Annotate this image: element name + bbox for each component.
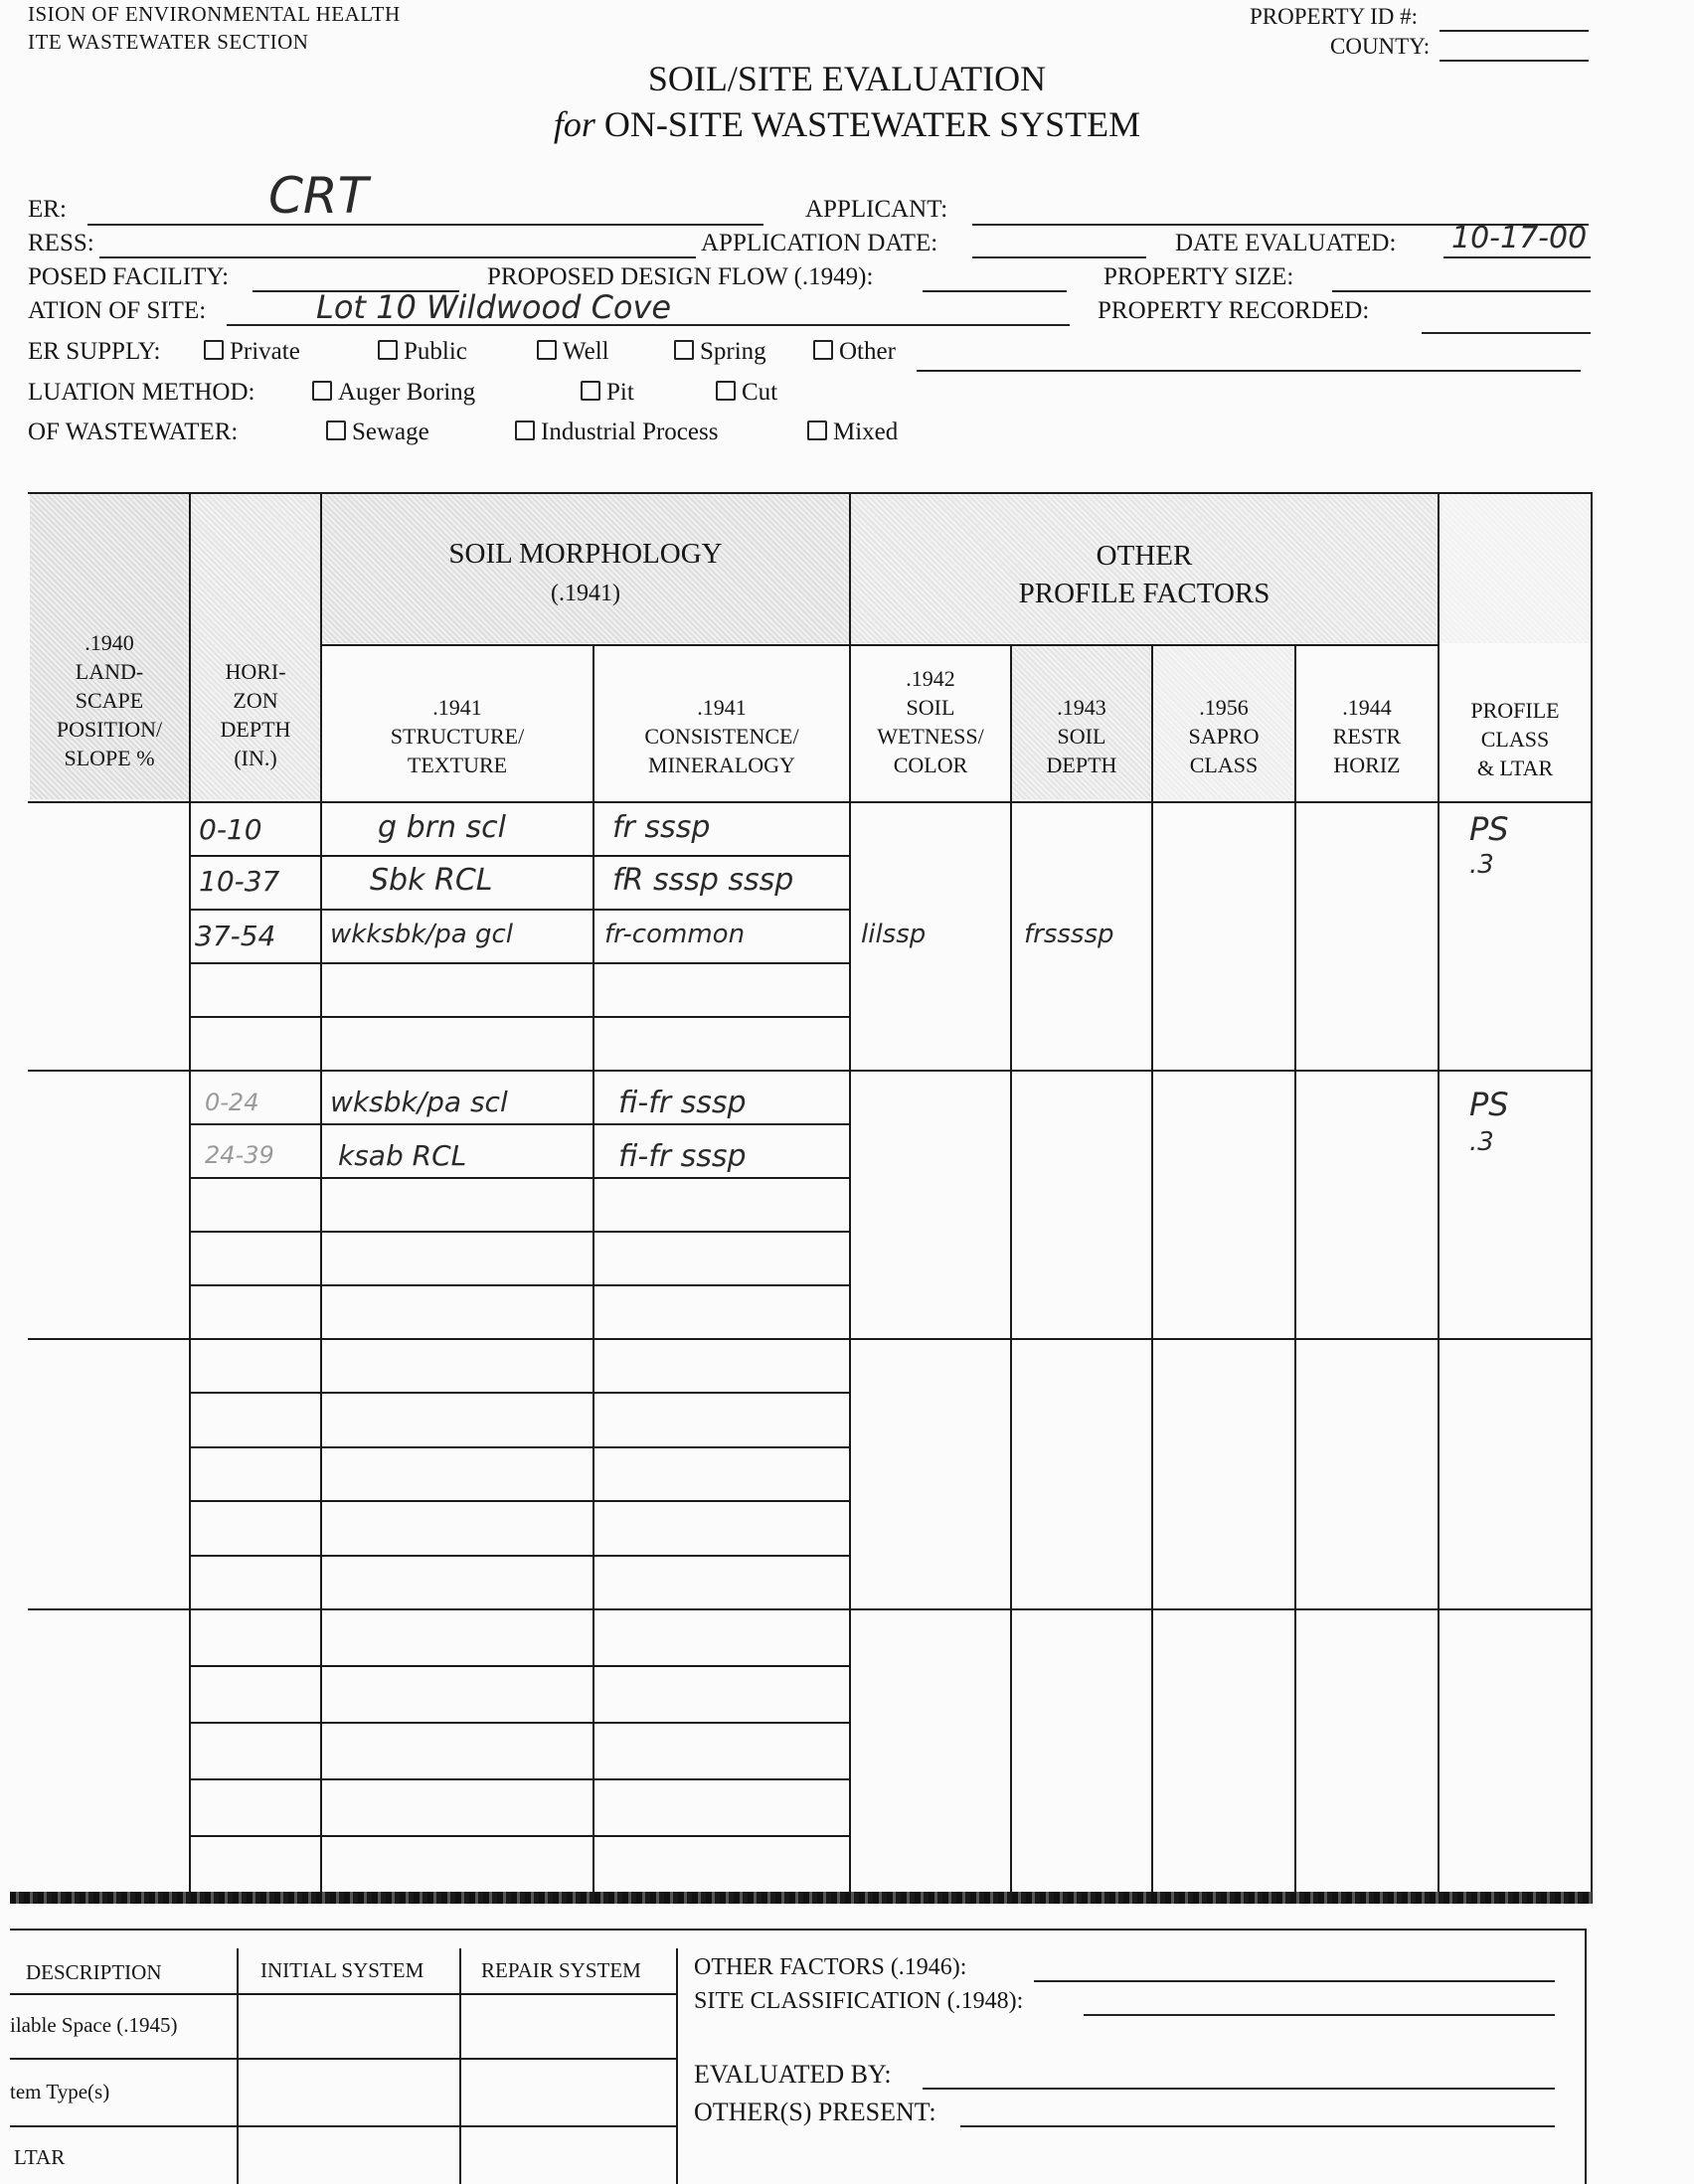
table-top-border <box>28 492 1593 494</box>
available-space-label: ilable Space (.1945) <box>10 2013 178 2037</box>
proposed-facility-label: POSED FACILITY: <box>28 263 230 290</box>
horizon-row-rule <box>189 1446 849 1448</box>
other-factors-title-1: OTHER <box>1096 540 1193 572</box>
wastewater-type-label: OF WASTEWATER: <box>28 419 239 445</box>
checkbox-mixed[interactable] <box>807 420 827 440</box>
horizon-row-rule <box>189 855 849 857</box>
checkbox-sewage[interactable] <box>326 420 346 440</box>
p1-depth-1: 0-10 <box>199 813 262 846</box>
site-classification-field[interactable] <box>1084 2014 1555 2016</box>
p1-soil-depth: frssssp <box>1024 920 1114 949</box>
subtitle-text: ON-SITE WASTEWATER SYSTEM <box>603 104 1141 144</box>
property-size-label: PROPERTY SIZE: <box>1103 263 1294 290</box>
other-factors-field[interactable] <box>1034 1980 1555 1982</box>
form-title: SOIL/SITE EVALUATION <box>647 59 1047 98</box>
date-evaluated-field[interactable] <box>1443 256 1591 258</box>
method-pit-option[interactable]: Pit <box>581 379 634 407</box>
col-rule-5 <box>1010 644 1012 1904</box>
property-recorded-label: PROPERTY RECORDED: <box>1098 297 1370 324</box>
p2-consistence-1: fi-fr sssp <box>618 1086 747 1120</box>
application-date-field[interactable] <box>972 256 1146 258</box>
p2-structure-1: wksbk/pa scl <box>330 1086 508 1118</box>
soil-morphology-code: (.1941) <box>551 581 620 606</box>
address-field[interactable] <box>99 256 696 258</box>
subtitle-for: for <box>553 104 595 144</box>
checkbox-other[interactable] <box>813 340 833 360</box>
checkbox-cut[interactable] <box>716 381 736 401</box>
checkbox-auger[interactable] <box>312 381 332 401</box>
wastewater-mixed-option[interactable]: Mixed <box>807 419 898 446</box>
p1-depth-3: 37-54 <box>195 920 276 952</box>
horizon-row-rule <box>189 909 849 911</box>
p2-depth-2: 24-39 <box>205 1141 274 1169</box>
p2-structure-2: ksab RCL <box>338 1139 467 1172</box>
p1-depth-2: 10-37 <box>199 865 280 898</box>
division-heading: ISION OF ENVIRONMENTAL HEALTH <box>28 2 401 26</box>
horizon-row-rule <box>189 1123 849 1125</box>
col-sapro-header: .1956 SAPRO CLASS <box>1188 695 1260 777</box>
summary-right-rule <box>1585 1929 1587 2184</box>
p1-wetness: lilssp <box>861 920 927 949</box>
location-label: ATION OF SITE: <box>28 297 207 324</box>
water-supply-label: ER SUPPLY: <box>28 338 161 365</box>
property-recorded-field[interactable] <box>1422 332 1591 334</box>
shade-profile <box>1440 494 1591 643</box>
summary-top-rule <box>10 1929 1585 1931</box>
profile-sep-1 <box>28 1070 1593 1072</box>
checkbox-private[interactable] <box>204 340 224 360</box>
p1-structure-1: g brn scl <box>378 810 506 845</box>
header-bottom-rule <box>28 801 1593 803</box>
county-label: COUNTY: <box>1330 34 1431 59</box>
horizon-row-rule <box>189 1284 849 1286</box>
p1-consistence-2: fR sssp sssp <box>612 863 794 898</box>
col-restr-header: .1944 RESTR HORIZ <box>1332 695 1402 777</box>
water-well-option[interactable]: Well <box>537 338 609 366</box>
water-other-option[interactable]: Other <box>813 338 896 366</box>
application-date-label: APPLICATION DATE: <box>701 230 938 256</box>
col-structure-header: .1941 STRUCTURE/ TEXTURE <box>390 695 525 777</box>
col-consistence-header: .1941 CONSISTENCE/ MINERALOGY <box>644 695 799 777</box>
checkbox-well[interactable] <box>537 340 557 360</box>
horizon-row-rule <box>189 962 849 964</box>
property-id-field[interactable] <box>1440 30 1589 32</box>
profile-sep-3 <box>28 1608 1593 1610</box>
horizon-row-rule <box>189 1778 849 1780</box>
p1-profile-class: PS <box>1469 810 1509 848</box>
water-private-option[interactable]: Private <box>204 338 300 366</box>
ltar-label: LTAR <box>14 2145 66 2169</box>
p1-structure-2: Sbk RCL <box>370 863 493 898</box>
wastewater-sewage-option[interactable]: Sewage <box>326 419 429 446</box>
soil-morphology-title: SOIL MORPHOLOGY <box>448 538 723 570</box>
property-size-field[interactable] <box>1332 290 1591 292</box>
section-heading: ITE WASTEWATER SECTION <box>28 30 309 54</box>
owner-value: CRT <box>268 167 369 225</box>
horizon-row-rule <box>189 1392 849 1394</box>
other-factors-title-2: PROFILE FACTORS <box>1018 578 1270 609</box>
system-type-label: tem Type(s) <box>10 2080 110 2103</box>
wastewater-industrial-option[interactable]: Industrial Process <box>515 419 718 446</box>
other-factors-label: OTHER FACTORS (.1946): <box>694 1954 967 1980</box>
form-subtitle <box>0 103 1694 145</box>
horizon-row-rule <box>189 1500 849 1502</box>
date-evaluated-value: 10-17-00 <box>1451 221 1588 255</box>
p1-consistence-1: fr sssp <box>612 810 711 845</box>
summary-col-rule-2 <box>459 1948 461 2184</box>
horizon-row-rule <box>189 1835 849 1837</box>
method-auger-option[interactable]: Auger Boring <box>312 379 475 407</box>
summary-row-rule-3 <box>10 2125 676 2127</box>
col-depth-header: HORI- ZON DEPTH (IN.) <box>220 659 291 770</box>
summary-row-rule-1 <box>10 1993 676 1995</box>
property-id-label: PROPERTY ID #: <box>1250 4 1419 29</box>
p2-depth-1: 0-24 <box>205 1089 259 1116</box>
checkbox-public[interactable] <box>378 340 398 360</box>
horizon-row-rule <box>189 1555 849 1557</box>
checkbox-industrial[interactable] <box>515 420 535 440</box>
col-landscape-header: .1940 LAND- SCAPE POSITION/ SLOPE % <box>56 630 163 770</box>
applicant-label: APPLICANT: <box>805 196 948 223</box>
others-present-field[interactable] <box>960 2125 1555 2127</box>
horizon-row-rule <box>189 1016 849 1018</box>
horizon-row-rule <box>189 1722 849 1724</box>
horizon-row-rule <box>189 1665 849 1667</box>
address-label: RESS: <box>28 230 94 256</box>
water-other-field[interactable] <box>917 370 1581 372</box>
repair-system-header: REPAIR SYSTEM <box>481 1958 641 1982</box>
horizon-row-rule <box>189 1177 849 1179</box>
water-public-option[interactable]: Public <box>378 338 467 366</box>
p1-consistence-3: fr-common <box>604 920 746 949</box>
design-flow-field[interactable] <box>923 290 1067 292</box>
site-classification-label: SITE CLASSIFICATION (.1948): <box>694 1988 1024 2014</box>
others-present-label: OTHER(S) PRESENT: <box>694 2098 936 2126</box>
p2-profile-class: PS <box>1469 1086 1509 1123</box>
col-rule-3 <box>593 644 594 1904</box>
profile-sep-2 <box>28 1338 1593 1340</box>
water-spring-option[interactable]: Spring <box>674 338 766 366</box>
header-mid-rule <box>320 644 1438 646</box>
p2-ltar: .3 <box>1469 1127 1494 1157</box>
design-flow-label: PROPOSED DESIGN FLOW (.1949): <box>487 263 874 290</box>
checkbox-spring[interactable] <box>674 340 694 360</box>
p1-structure-3: wkksbk/pa gcl <box>330 920 513 949</box>
method-cut-option[interactable]: Cut <box>716 379 777 407</box>
p2-consistence-2: fi-fr sssp <box>618 1139 747 1174</box>
evaluated-by-label: EVALUATED BY: <box>694 2060 892 2089</box>
description-header: DESCRIPTION <box>26 1960 162 1984</box>
p1-ltar: .3 <box>1469 850 1494 880</box>
checkbox-pit[interactable] <box>581 381 600 401</box>
owner-label: ER: <box>28 196 67 223</box>
evaluated-by-field[interactable] <box>923 2088 1555 2090</box>
evaluation-method-label: LUATION METHOD: <box>28 379 255 406</box>
date-evaluated-label: DATE EVALUATED: <box>1175 230 1397 256</box>
col-rule-6 <box>1151 644 1153 1904</box>
owner-field[interactable] <box>87 224 763 226</box>
table-right-border <box>1591 492 1593 1904</box>
summary-col-rule-1 <box>237 1948 239 2184</box>
summary-col-rule-3 <box>676 1948 678 2184</box>
horizon-row-rule <box>189 1231 849 1233</box>
table-bottom-band <box>10 1892 1593 1904</box>
col-rule-7 <box>1294 644 1296 1904</box>
col-soil-depth-header: .1943 SOIL DEPTH <box>1046 695 1117 777</box>
summary-row-rule-2 <box>10 2058 676 2060</box>
col-wetness-header: .1942 SOIL WETNESS/ COLOR <box>877 666 984 777</box>
col-profile-header: PROFILE CLASS & LTAR <box>1470 698 1560 780</box>
initial-system-header: INITIAL SYSTEM <box>260 1958 424 1982</box>
location-value: Lot 10 Wildwood Cove <box>316 288 672 326</box>
